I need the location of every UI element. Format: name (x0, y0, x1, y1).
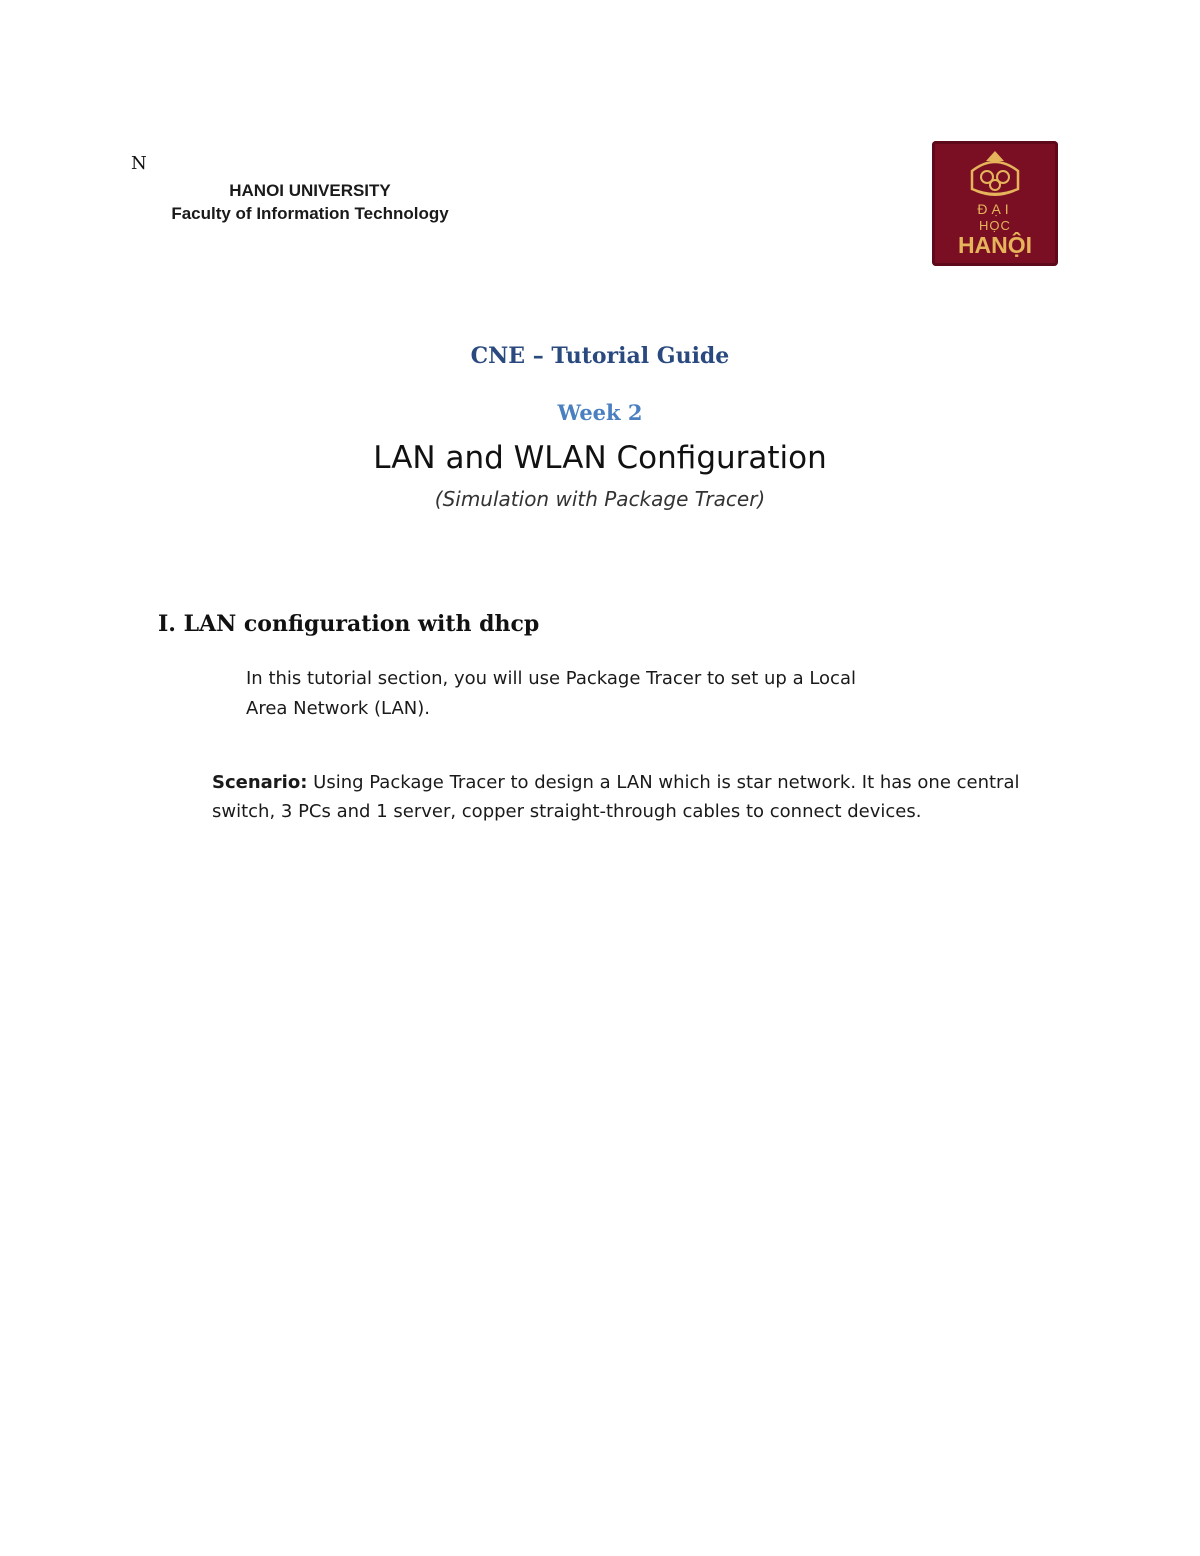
course-title: CNE – Tutorial Guide (470, 343, 730, 369)
faculty-name: Faculty of Information Technology (171, 204, 449, 223)
logo-text-line1: ĐẠI (977, 201, 1013, 217)
main-title: LAN and WLAN Configuration (373, 440, 827, 476)
stray-mark: N (131, 153, 147, 174)
scenario-label: Scenario: (212, 772, 308, 793)
section-heading: I. LAN configuration with dhcp (158, 611, 540, 637)
intro-line-2: Area Network (LAN). (246, 698, 431, 719)
university-logo (932, 141, 1058, 266)
week-title: Week 2 (557, 400, 643, 425)
intro-line-1: In this tutorial section, you will use Package Tracer to set up a Local (246, 668, 856, 689)
university-name: HANOI UNIVERSITY (229, 181, 391, 200)
logo-text-line2: HỌC (979, 218, 1011, 233)
intro-paragraph (246, 664, 966, 724)
institution-header (150, 180, 470, 226)
subtitle: (Simulation with Package Tracer) (434, 487, 766, 511)
scenario-text: Using Package Tracer to design a LAN which is star network. It has one central switch, 3 PCs and 1 server, copper straight-through cables to connect devices. (212, 772, 1020, 822)
logo-text-line3: HANỘI (957, 232, 1033, 258)
scenario-paragraph (212, 769, 1042, 826)
